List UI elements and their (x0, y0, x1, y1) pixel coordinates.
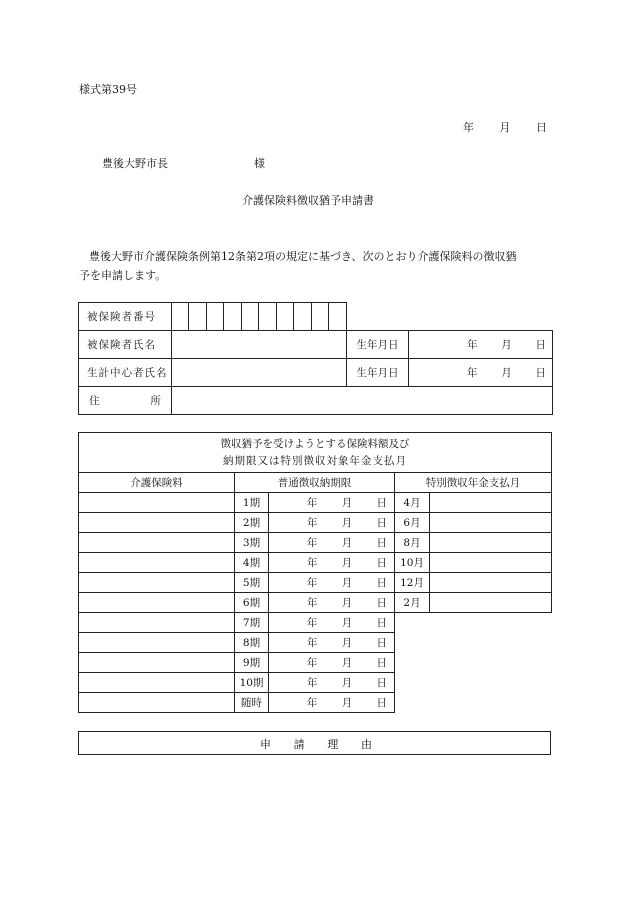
addressee-name: 豊後大野市長 (102, 157, 168, 170)
householder-birth-date-field[interactable] (409, 359, 553, 387)
insured-number-label: 被保険者番号 (79, 303, 172, 331)
special-amount-field[interactable] (430, 593, 552, 613)
due-month: 月 (341, 697, 353, 709)
reason-char-4: 由 (360, 738, 372, 751)
due-date-field[interactable] (269, 673, 395, 693)
schedule-row (79, 653, 552, 673)
schedule-table (78, 432, 552, 713)
birth-month: 月 (501, 339, 512, 351)
due-month: 月 (341, 497, 353, 509)
premium-amount-field[interactable] (79, 553, 235, 573)
address-label: 住 所 (79, 387, 172, 415)
schedule-row (79, 633, 552, 653)
premium-amount-field[interactable] (79, 533, 235, 553)
special-month-label: 4月 (395, 493, 430, 513)
premium-amount-field[interactable] (79, 633, 235, 653)
date-day: 日 (536, 121, 547, 134)
due-year: 年 (307, 497, 318, 509)
premium-amount-field[interactable] (79, 653, 235, 673)
schedule-row (79, 553, 552, 573)
intro-text-line1: 豊後大野市介護保険条例第12条第2項の規定に基づき、次のとおり介護保険料の徴収猶 (89, 250, 517, 263)
due-month: 月 (341, 597, 353, 609)
period-label: 2期 (235, 513, 269, 533)
due-month: 月 (341, 557, 353, 569)
premium-amount-field[interactable] (79, 513, 235, 533)
due-year: 年 (307, 697, 318, 709)
insured-number-digit-6[interactable] (259, 303, 277, 331)
period-label: 5期 (235, 573, 269, 593)
intro-text-line2: 予を申請します。 (79, 269, 167, 282)
due-month: 月 (341, 577, 353, 589)
reason-char-3: 理 (327, 738, 339, 751)
period-label: 9期 (235, 653, 269, 673)
submission-date (463, 119, 547, 135)
insured-name-field[interactable] (172, 331, 347, 359)
due-day: 日 (376, 657, 387, 669)
due-day: 日 (376, 557, 387, 569)
insured-number-digit-2[interactable] (189, 303, 207, 331)
premium-amount-field[interactable] (79, 613, 235, 633)
special-month-label: 2月 (395, 593, 430, 613)
birth-day: 日 (535, 339, 546, 351)
period-label: 8期 (235, 633, 269, 653)
insured-name-label: 被保険者氏名 (79, 331, 172, 359)
hh-birth-month: 月 (501, 367, 512, 379)
application-reason-box (78, 731, 551, 755)
due-year: 年 (307, 577, 318, 589)
due-month: 月 (341, 657, 353, 669)
due-month: 月 (341, 617, 353, 629)
insured-number-digit-8[interactable] (294, 303, 312, 331)
schedule-heading (79, 433, 552, 473)
due-year: 年 (307, 517, 318, 529)
due-day: 日 (376, 597, 387, 609)
period-label: 7期 (235, 613, 269, 633)
due-year: 年 (307, 537, 318, 549)
due-year: 年 (307, 557, 318, 569)
due-date-field[interactable] (269, 613, 395, 633)
due-day: 日 (376, 577, 387, 589)
due-day: 日 (376, 677, 387, 689)
due-month: 月 (341, 537, 353, 549)
addressee-honorific: 様 (254, 157, 265, 170)
insured-number-digit-3[interactable] (207, 303, 224, 331)
reason-char-1: 申 (260, 738, 271, 751)
insured-number-digit-10[interactable] (329, 303, 347, 331)
period-label: 4期 (235, 553, 269, 573)
schedule-heading-line1: 徴収猶予を受けようとする保険料額及び (220, 437, 410, 450)
hh-birth-day: 日 (535, 367, 546, 379)
period-label: 1期 (235, 493, 269, 513)
special-amount-field[interactable] (430, 573, 552, 593)
householder-name-field[interactable] (172, 359, 347, 387)
due-day: 日 (376, 697, 387, 709)
period-label: 3期 (235, 533, 269, 553)
special-month-label: 6月 (395, 513, 430, 533)
applicant-table (78, 302, 553, 415)
special-amount-field[interactable] (430, 553, 552, 573)
due-year: 年 (307, 617, 318, 629)
insured-number-digit-9[interactable] (312, 303, 329, 331)
special-month-label: 10月 (395, 553, 430, 573)
form-title: 介護保険料徴収猶予申請書 (242, 194, 374, 207)
schedule-row (79, 693, 552, 713)
col-special-header: 特別徴収年金支払月 (395, 473, 552, 493)
insured-birth-date-field[interactable] (409, 331, 553, 359)
due-year: 年 (307, 637, 318, 649)
form-number: 様式第39号 (79, 83, 137, 96)
schedule-row (79, 533, 552, 553)
premium-amount-field[interactable] (79, 493, 235, 513)
householder-name-label: 生計中心者氏名 (79, 359, 172, 387)
hh-birth-year: 年 (467, 367, 478, 379)
schedule-row (79, 493, 552, 513)
due-date-field[interactable] (269, 493, 395, 513)
due-date-field[interactable] (269, 593, 395, 613)
schedule-row (79, 673, 552, 693)
due-month: 月 (341, 517, 353, 529)
special-amount-field[interactable] (430, 493, 552, 513)
special-amount-field[interactable] (430, 513, 552, 533)
due-date-field[interactable] (269, 693, 395, 713)
premium-amount-field[interactable] (79, 693, 235, 713)
due-date-field[interactable] (269, 653, 395, 673)
special-month-label: 12月 (395, 573, 430, 593)
address-field[interactable] (172, 387, 553, 415)
premium-amount-field[interactable] (79, 593, 235, 613)
insured-birth-label: 生年月日 (347, 331, 409, 359)
premium-amount-field[interactable] (79, 673, 235, 693)
due-date-field[interactable] (269, 633, 395, 653)
due-month: 月 (341, 677, 353, 689)
insured-number-digit-4[interactable] (224, 303, 242, 331)
special-month-label: 8月 (395, 533, 430, 553)
premium-amount-field[interactable] (79, 573, 235, 593)
schedule-row (79, 613, 552, 633)
birth-year: 年 (467, 339, 478, 351)
schedule-row (79, 593, 552, 613)
col-normal-header: 普通徴収納期限 (235, 473, 395, 493)
due-date-field[interactable] (269, 553, 395, 573)
insured-number-digit-5[interactable] (242, 303, 259, 331)
period-label: 6期 (235, 593, 269, 613)
schedule-heading-line2: 納期限又は特別徴収対象年金支払月 (223, 454, 407, 467)
due-day: 日 (376, 617, 387, 629)
insured-number-digit-7[interactable] (277, 303, 294, 331)
special-amount-field[interactable] (430, 533, 552, 553)
householder-birth-label: 生年月日 (347, 359, 409, 387)
period-label: 10期 (235, 673, 269, 693)
period-label: 随時 (235, 693, 269, 713)
due-month: 月 (341, 637, 353, 649)
due-year: 年 (307, 657, 318, 669)
due-year: 年 (307, 677, 318, 689)
due-day: 日 (376, 637, 387, 649)
insured-number-digit-1[interactable] (172, 303, 189, 331)
schedule-row (79, 513, 552, 533)
col-premium-header: 介護保険料 (79, 473, 235, 493)
due-day: 日 (376, 537, 387, 549)
reason-char-2: 請 (293, 738, 305, 751)
date-month: 月 (499, 121, 511, 134)
due-date-field[interactable] (269, 533, 395, 553)
due-date-field[interactable] (269, 513, 395, 533)
due-year: 年 (307, 597, 318, 609)
date-year: 年 (463, 121, 474, 134)
due-day: 日 (376, 497, 387, 509)
due-date-field[interactable] (269, 573, 395, 593)
due-day: 日 (376, 517, 387, 529)
schedule-row (79, 573, 552, 593)
